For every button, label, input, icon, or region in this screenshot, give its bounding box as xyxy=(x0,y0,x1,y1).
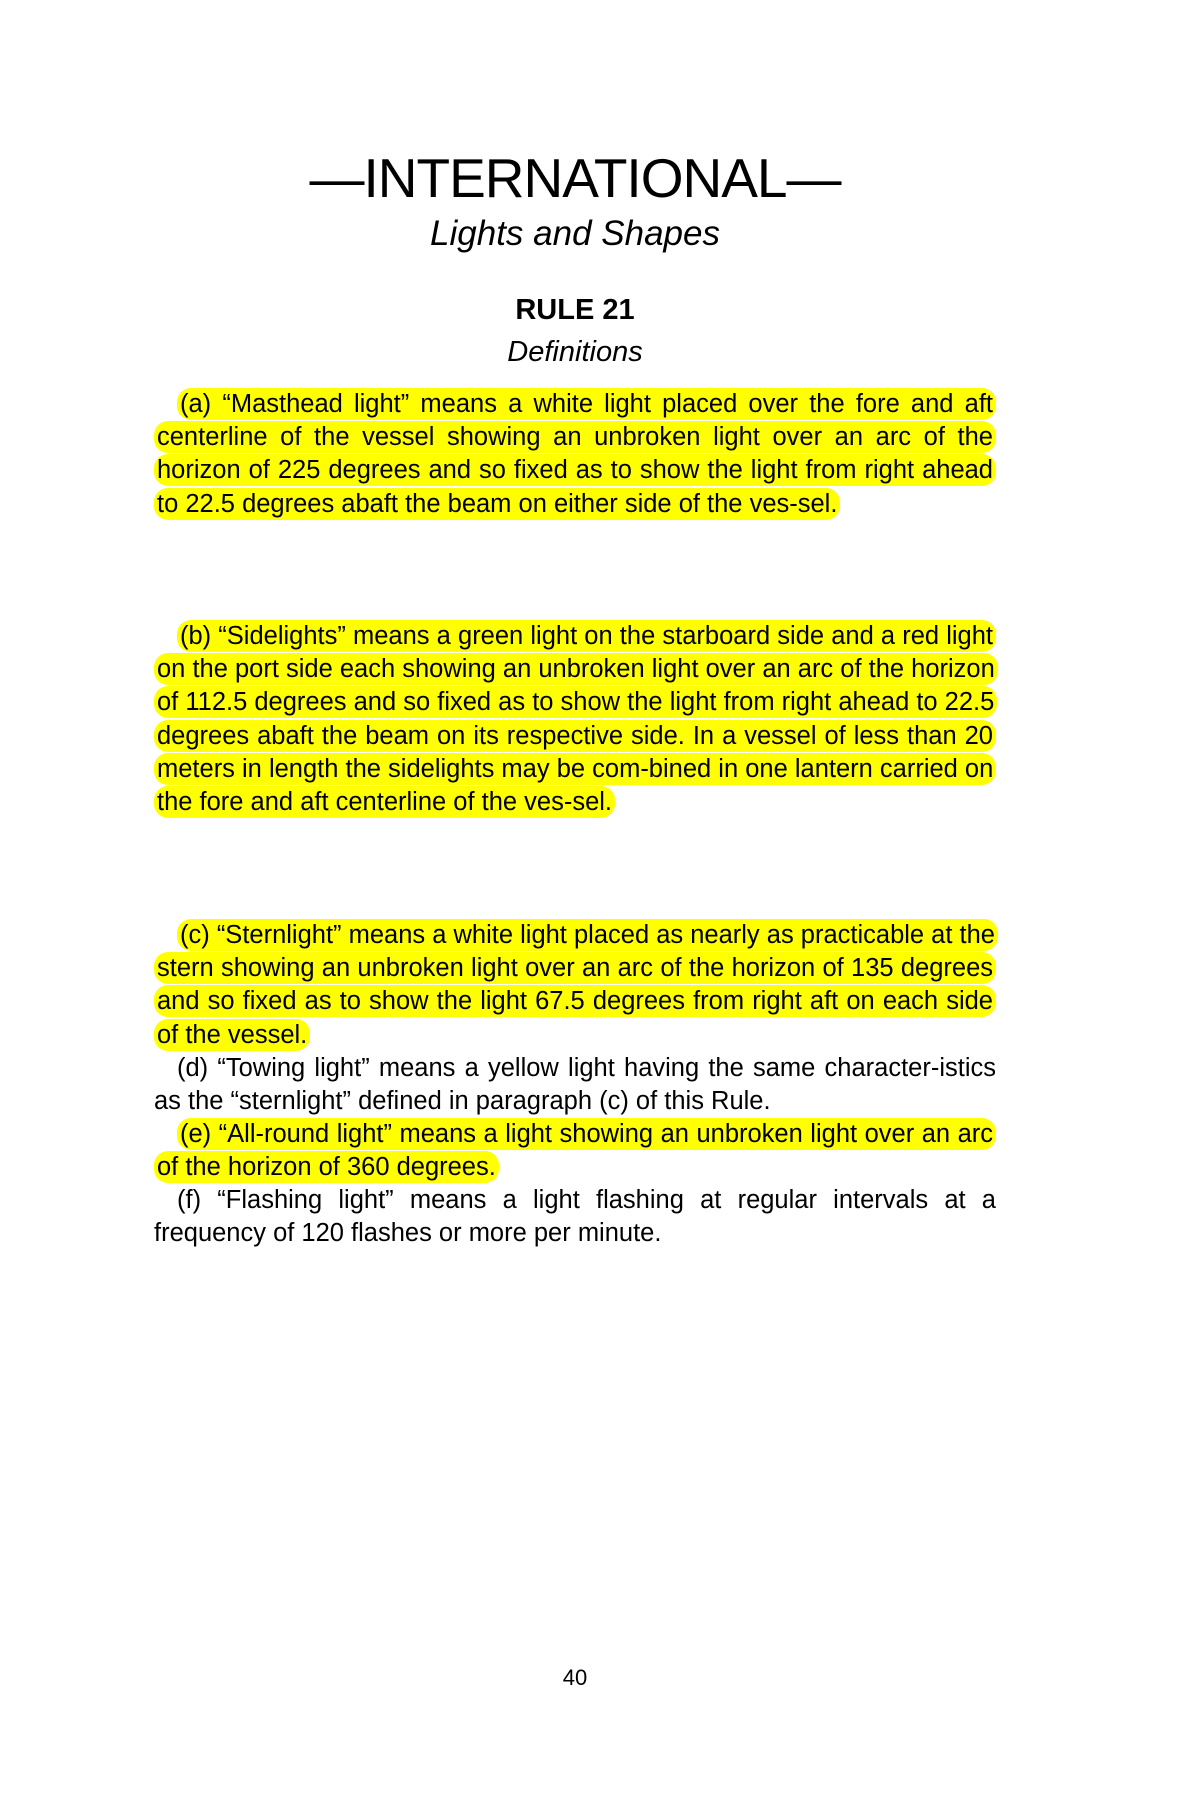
paragraph-e-all-round-light xyxy=(154,1118,996,1184)
page-number: 40 xyxy=(562,1665,588,1690)
rule-number: RULE 21 xyxy=(515,294,635,326)
rule-heading: Definitions xyxy=(507,336,643,368)
paragraph-text: (e) “All-round light” means a light showing an unbroken light over an arc of the horizon of 360 degrees. xyxy=(154,1118,996,1183)
paragraph-text: (c) “Sternlight” means a white light placed as nearly as practicable at the stern showing an unbroken light over an arc of the horizon of 135 degrees and so fixed as to show the light 67.5 degrees from right aft on each side of the vessel. xyxy=(154,919,998,1051)
paragraph-text: (a) “Masthead light” means a white light placed over the fore and aft centerline of the vessel showing an unbroken light over an arc of the horizon of 225 degrees and so fixed as to show the light from right ahead to 22.5 degrees abaft the beam on either side of the ves-sel. xyxy=(154,388,996,520)
page-title: —INTERNATIONAL— xyxy=(309,147,841,209)
paragraph-f-flashing-light xyxy=(154,1184,996,1250)
paragraph-a-masthead-light xyxy=(154,388,996,521)
page-subtitle: Lights and Shapes xyxy=(430,214,720,253)
paragraph-text: (d) “Towing light” means a yellow light having the same character-istics as the “sternlight” defined in paragraph (c) of this Rule. xyxy=(154,1054,996,1116)
paragraph-b-sidelights xyxy=(154,620,996,819)
paragraph-c-sternlight xyxy=(154,919,996,1052)
paragraph-text: (f) “Flashing light” means a light flashing at regular intervals at a frequency of 120 flashes or more per minute. xyxy=(154,1186,996,1248)
paragraph-d-towing-light xyxy=(154,1052,996,1118)
paragraph-text: (b) “Sidelights” means a green light on the starboard side and a red light on the port side each showing an unbroken light over an arc of the horizon of 112.5 degrees and so fixed as to show the light from right ahead to 22.5 degrees abaft the beam on its respective side. In a vessel of less than 20 meters in length the sidelights may be com-bined in one lantern carried on the fore and aft centerline of the ves-sel. xyxy=(154,620,998,818)
